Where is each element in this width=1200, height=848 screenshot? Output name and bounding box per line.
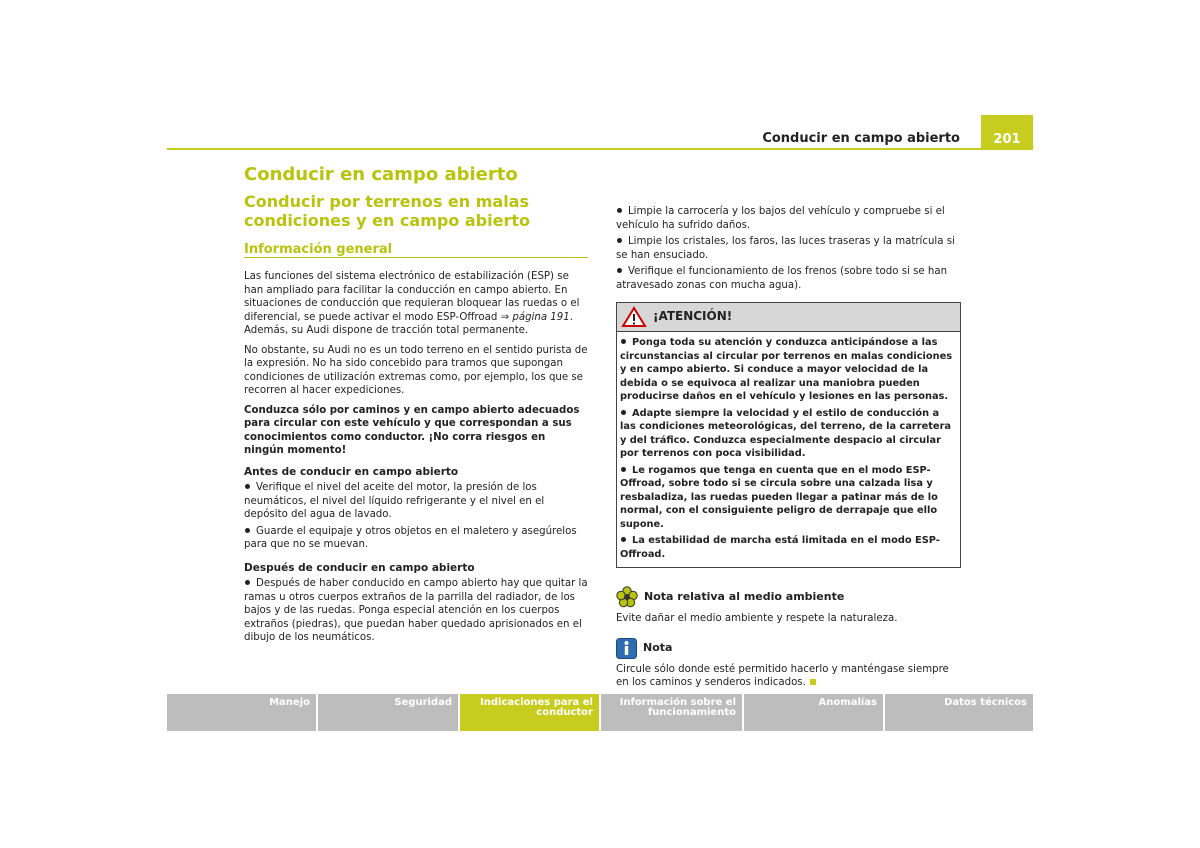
warning-item: Le rogamos que tenga en cuenta que en el modo ESP-Offroad, sobre todo si se circula sobre una calzada lisa y resbaladiza, las ruedas pueden llegar a patinar más de lo normal, con el consiguiente peligro de derrapaje que ello supone. — [620, 464, 938, 530]
tab-datos-tecnicos[interactable]: Datos técnicos — [885, 694, 1033, 731]
chapter-nav-bar — [167, 694, 1033, 731]
bullet-icon — [617, 238, 622, 243]
flower-icon — [616, 586, 638, 608]
warning-triangle-icon — [621, 306, 647, 328]
arrow-icon: ⇒ — [500, 311, 510, 323]
warning-box — [616, 302, 961, 568]
intro-text-b: . Además, su Audi dispone de tracción total permanente. — [244, 311, 573, 336]
bullet-icon — [621, 537, 626, 542]
chapter-heading: Conducir en campo abierto — [244, 164, 518, 185]
warning-title: ¡ATENCIÓN! — [653, 309, 733, 324]
environment-note-text: Evite dañar el medio ambiente y respete la naturaleza. — [616, 613, 898, 624]
tab-manejo[interactable]: Manejo — [167, 694, 318, 731]
note-text: Circule sólo donde esté permitido hacerlo y manténgase siempre en los caminos y senderos indicados. — [616, 663, 949, 688]
left-column — [244, 164, 588, 648]
caution-paragraph: Conduzca sólo por caminos y en campo abierto adecuados para circular con este vehículo y que correspondan a sus conocimientos como conductor. ¡No corra riesgos en ningún momento! — [244, 404, 580, 456]
running-header-title: Conducir en campo abierto — [762, 131, 960, 146]
bullet-icon — [617, 268, 622, 273]
header-rule — [167, 148, 982, 150]
tab-informacion[interactable]: Información sobre el funcionamiento — [601, 694, 744, 731]
right-column — [616, 205, 961, 696]
list-item: Después de haber conducido en campo abierto hay que quitar la ramas u otros cuerpos extraños de la parrilla del radiador, de los bajos y de las ruedas. Ponga especial atención en los cuerpos extraños (piedras), que puedan haber quedado aprisionados en el dibujo de los neumáticos. — [244, 578, 588, 643]
bullet-icon — [617, 208, 622, 213]
tab-anomalias[interactable]: Anomalías — [744, 694, 885, 731]
list-item: Limpie los cristales, los faros, las luces traseras y la matrícula si se han ensuciado. — [616, 236, 955, 261]
page-reference-link[interactable]: página 191 — [512, 311, 570, 323]
subsection-heading: Información general — [244, 243, 588, 259]
section-heading: Conducir por terrenos en malas condiciones y en campo abierto — [244, 191, 530, 230]
list-item: Verifique el nivel del aceite del motor, la presión de los neumáticos, el nivel del líquido refrigerante y el nivel en el depósito del agua de lavado. — [244, 482, 545, 520]
bullet-icon — [621, 410, 626, 415]
note-heading — [616, 638, 961, 659]
warning-header — [617, 303, 960, 332]
list-item: Guarde el equipaje y otros objetos en el maletero y asegúrelos para que no se muevan. — [244, 525, 577, 550]
bullet-icon — [621, 339, 626, 344]
tab-seguridad[interactable]: Seguridad — [318, 694, 460, 731]
bullet-icon — [245, 484, 250, 489]
list-item: Limpie la carrocería y los bajos del vehículo y compruebe si el vehículo ha sufrido daños. — [616, 206, 945, 231]
warning-item: La estabilidad de marcha está limitada en el modo ESP-Offroad. — [620, 535, 940, 560]
note-title: Nota — [643, 641, 673, 655]
bullet-icon — [245, 580, 250, 585]
intro-paragraph — [244, 270, 588, 338]
environment-note-heading — [616, 586, 961, 608]
end-of-section-marker — [810, 679, 816, 685]
warning-item: Adapte siempre la velocidad y el estilo de conducción a las condiciones meteorológicas, del terreno, de la carretera y del tráfico. Conduzca especialmente despacio al circular por terrenos con poca visibilidad. — [620, 407, 952, 459]
paragraph-2: No obstante, su Audi no es un todo terreno en el sentido purista de la expresión. No ha sido concebido para tramos que supongan condiciones de utilización extremas como, por ejemplo, los que se recorren al hacer expediciones. — [244, 344, 588, 396]
environment-note-title: Nota relativa al medio ambiente — [644, 590, 845, 604]
bullet-icon — [621, 467, 626, 472]
list-item: Verifique el funcionamiento de los frenos (sobre todo si se han atravesado zonas con mucha agua). — [616, 266, 948, 291]
page-number: 201 — [981, 115, 1033, 150]
warning-item: Ponga toda su atención y conduzca anticipándose a las circunstancias al circular por terrenos en malas condiciones y en campo abierto. Si conduce a mayor velocidad de la debida o se equivoca al realizar una maniobra pueden producirse daños en el vehículo y lesiones en las personas. — [620, 337, 953, 402]
warning-body — [617, 332, 960, 567]
bullet-icon — [245, 528, 250, 533]
before-heading: Antes de conducir en campo abierto — [244, 465, 459, 478]
intro-text-a: Las funciones del sistema electrónico de estabilización (ESP) se han ampliado para facilitar la conducción en campo abierto. En situaciones de conducción que requieran bloquear las ruedas o el diferencial, se puede activar el modo ESP-Offroad — [244, 271, 580, 323]
tab-indicaciones[interactable]: Indicaciones para el conductor — [460, 694, 601, 731]
after-heading: Después de conducir en campo abierto — [244, 561, 475, 574]
info-icon — [616, 638, 637, 659]
